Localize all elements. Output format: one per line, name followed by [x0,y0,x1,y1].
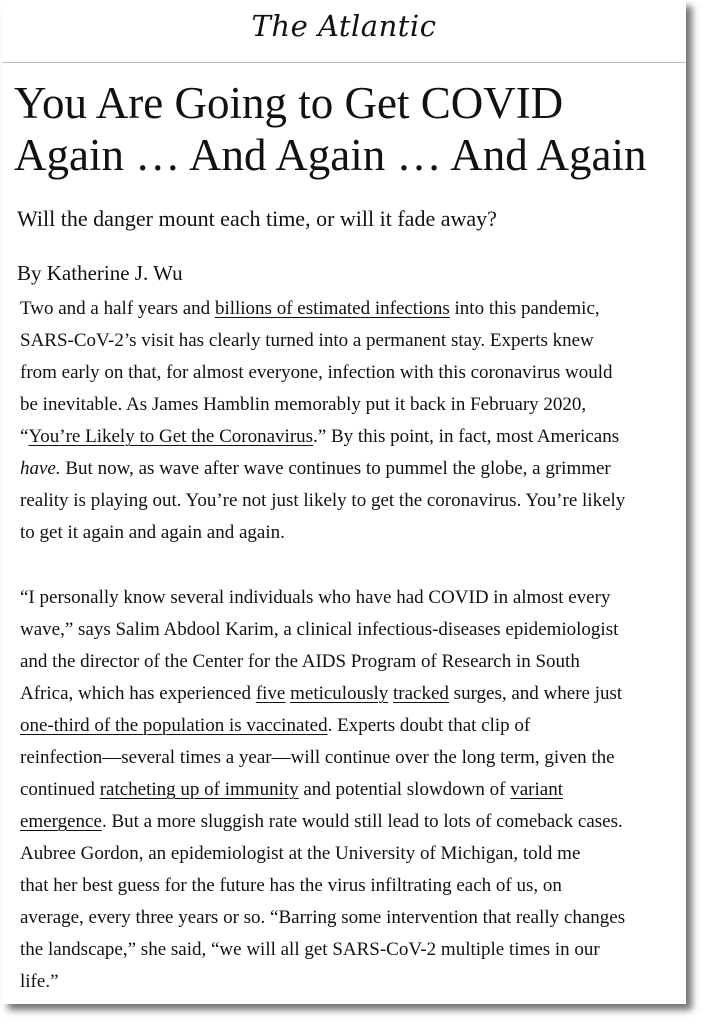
text: continued [20,779,100,800]
link-tracked[interactable]: tracked [393,683,449,704]
text: . But a more sluggish rate would still lead to lots of comeback cases. [101,811,623,832]
text: . Experts doubt that clip of [327,715,531,736]
text: Africa, which has experienced [20,683,256,704]
paragraph-line: wave,” says Salim Abdool Karim, a clinical infectious-diseases epidemiologist [20,619,619,640]
link-variant-emergence[interactable]: variant [510,779,563,800]
article-page [2,0,686,1004]
paragraph-line: to get it again and again and again. [20,522,285,543]
paragraph-line: reality is playing out. You’re not just likely to get the coronavirus. You’re likely [20,490,626,511]
paragraph-line: SARS-CoV-2’s visit has clearly turned into a permanent stay. Experts knew [20,330,594,351]
text: “ [20,426,29,447]
paragraph-line [20,710,625,742]
headline-line: You Are Going to Get COVID [14,78,564,128]
site-logo[interactable]: The Atlantic [251,9,437,43]
article-paragraph-2 [20,582,625,998]
emphasis-text: have. [20,458,61,479]
paragraph-line [20,421,625,453]
link-youre-likely-to-get-the-coronavirus[interactable]: You’re Likely to Get the Coronavirus [28,426,314,447]
paragraph-line: from early on that, for almost everyone, infection with this coronavirus would [20,362,613,383]
headline-line: Again … And Again … And Again [14,130,647,180]
link-one-third-vaccinated[interactable]: one-third of the population is vaccinated [20,715,328,736]
text: into this pandemic, [449,298,600,319]
paragraph-line: that her best guess for the future has the virus infiltrating each of us, on [20,875,562,896]
paragraph-line: Aubree Gordon, an epidemiologist at the University of Michigan, told me [20,843,581,864]
link-five[interactable]: five [255,683,286,704]
paragraph-line: reinfection—several times a year—will continue over the long term, given the [20,747,615,768]
paragraph-line: and the director of the Center for the AIDS Program of Research in South [20,651,580,672]
article-headline [14,77,679,181]
text: .” By this point, in fact, most Americans [313,426,620,447]
article-dek: Will the danger mount each time, or will it fade away? [17,206,497,231]
text: and potential slowdown of [298,779,511,800]
article-byline: By Katherine J. Wu [17,261,183,285]
paragraph-line [20,806,625,838]
paragraph-line [20,678,625,710]
link-ratcheting-up-of-immunity[interactable]: ratcheting up of immunity [99,779,299,800]
paragraph-line: average, every three years or so. “Barring some intervention that really changes [20,907,626,928]
text: But now, as wave after wave continues to pummel the globe, a grimmer [60,458,611,479]
paragraph-line: life.” [20,971,59,992]
article-paragraph-1 [20,293,625,549]
text: Two and a half years and [20,298,215,319]
paragraph-line [20,774,625,806]
paragraph-line [20,453,625,485]
text: surges, and where just [448,683,623,704]
paragraph-line: the landscape,” she said, “we will all get SARS-CoV-2 multiple times in our [20,939,600,960]
paragraph-line: “I personally know several individuals who have had COVID in almost every [20,587,611,608]
link-meticulously[interactable]: meticulously [290,683,389,704]
link-billions-of-estimated-infections[interactable]: billions of estimated infections [214,298,450,319]
masthead [2,0,686,63]
link-variant-emergence[interactable]: emergence [20,811,102,832]
paragraph-line [20,293,625,325]
paragraph-line: be inevitable. As James Hamblin memorably put it back in February 2020, [20,394,587,415]
